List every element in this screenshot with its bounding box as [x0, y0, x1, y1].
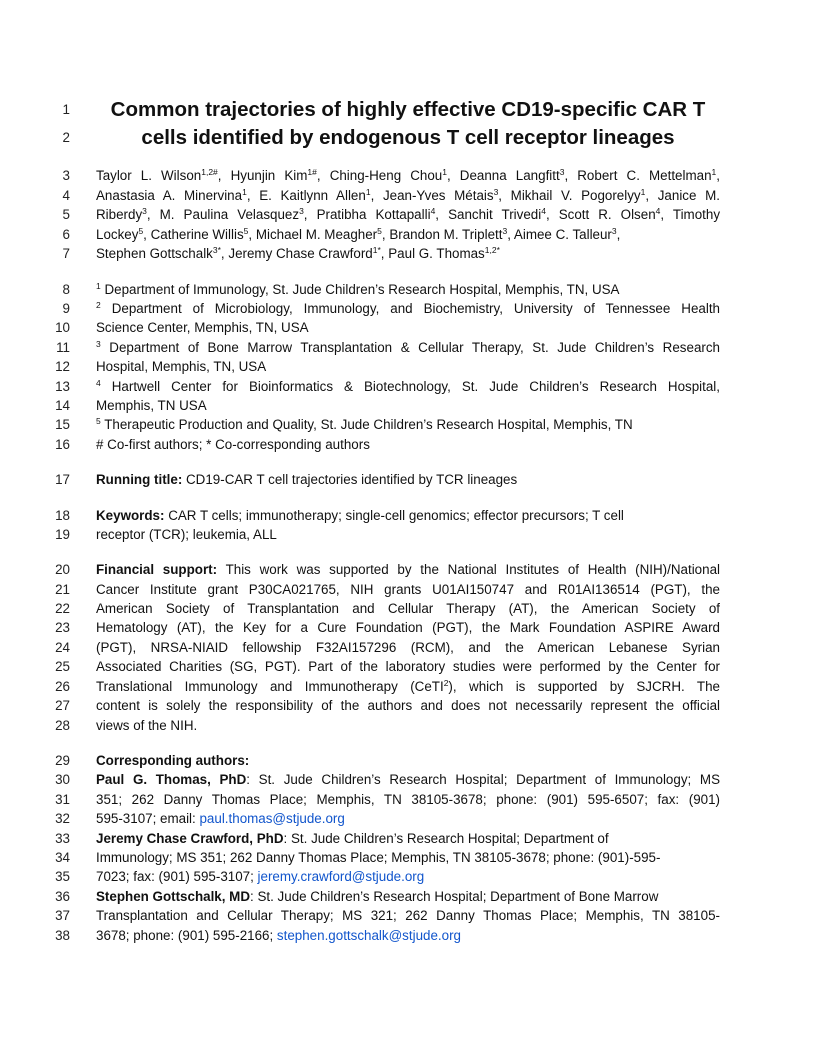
title-line-2: [0, 125, 816, 151]
financial-line-20: 20 Financial support: This work was supported by the National Institutes of Health (NIH)/National: [55, 562, 720, 577]
author-name: Michael M. Meagher: [255, 227, 378, 242]
keywords-label: Keywords:: [96, 508, 165, 523]
email-link-thomas[interactable]: paul.thomas@stjude.org: [199, 811, 345, 826]
author-name: Jean-Yves Métais: [382, 188, 494, 203]
title-text: cells identified by endogenous T cell receptor lineages: [141, 126, 675, 149]
corresponding-heading: 29 Corresponding authors:: [55, 753, 250, 768]
author-name: Aimee C. Talleur: [513, 227, 612, 242]
author-name: Taylor L. Wilson: [96, 168, 202, 183]
corresponding-line-31: 31 351; 262 Danny Thomas Place; Memphis, TN 38105-3678; phone: (901) 595-6507; fax: (901): [55, 792, 720, 807]
author-name: E. Kaitlynn Allen: [259, 188, 366, 203]
corresponding-name: Jeremy Chase Crawford, PhD: [96, 831, 284, 846]
affiliation-line-13: 13 $^4$ Hartwell Center for Bioinformatics & Biotechnology, St. Jude Children’s Research Hospital,: [55, 378, 720, 394]
corresponding-line-37: 37 Transplantation and Cellular Therapy; MS 321; 262 Danny Thomas Place; Memphis, TN 38105-: [55, 908, 720, 923]
co-author-footnote: # Co-first authors; * Co-corresponding authors: [96, 437, 370, 452]
author-name: Brandon M. Triplett: [389, 227, 503, 242]
affiliation-text: Department of Immunology, St. Jude Children’s Research Hospital, Memphis, TN, USA: [104, 282, 620, 297]
corresponding-line-35: 35 7023; fax: (901) 595-3107; jeremy.crawford@stjude.org: [55, 869, 425, 884]
financial-support-label: Financial support:: [96, 562, 218, 577]
financial-line-22: 22 American Society of Transplantation and Cellular Therapy (AT), the American Society of: [55, 601, 720, 616]
affiliation-line-14: 14 Memphis, TN USA: [55, 398, 207, 413]
corresponding-name: Stephen Gottschalk, MD: [96, 889, 251, 904]
affiliation-line-8: 8 $^1$ Department of Immunology, St. Jude Children’s Research Hospital, Memphis, TN, USA: [62, 281, 620, 297]
title-text: Common trajectories of highly effective CD19-specific CAR T: [110, 98, 706, 121]
line-number: 1: [62, 102, 70, 117]
financial-line-25: 25 Associated Charities (SG, PGT). Part of the laboratory studies were performed by the Center for: [55, 659, 720, 674]
author-name: Robert C. Mettelman: [577, 168, 712, 183]
author-name: Ching-Heng Chou: [329, 168, 443, 183]
affiliation-line-9: 9 $^2$ Department of Microbiology, Immunology, and Biochemistry, University of Tennessee Health: [62, 300, 720, 316]
running-title-text: CD19-CAR T cell trajectories identified by TCR lineages: [186, 472, 518, 487]
author-name: Paul G. Thomas: [388, 246, 485, 261]
financial-line-27: 27 content is solely the responsibility of the authors and does not necessarily represent the official: [55, 698, 720, 713]
affiliation-line-15: 15 $^5$ Therapeutic Production and Quality, St. Jude Children’s Research Hospital, Memphis, TN: [55, 416, 633, 432]
author-name: Mikhail V. Pogorelyy: [510, 188, 641, 203]
corresponding-line-33: 33 Jeremy Chase Crawford, PhD: St. Jude Children’s Research Hospital; Department of: [55, 831, 609, 846]
financial-line-23: 23 Hematology (AT), the Key for a Cure Foundation (PGT), the Mark Foundation ASPIRE Award: [55, 620, 720, 635]
affiliation-line-11: 11 $^3$ Department of Bone Marrow Transplantation & Cellular Therapy, St. Jude Children’s Research: [56, 339, 720, 355]
financial-line-28: 28 views of the NIH.: [55, 718, 198, 733]
affiliation-line-12: 12 Hospital, Memphis, TN, USA: [55, 359, 267, 374]
affiliation-text: Therapeutic Production and Quality, St. Jude Children’s Research Hospital, Memphis, TN: [104, 417, 633, 432]
email-link-crawford[interactable]: jeremy.crawford@stjude.org: [257, 869, 425, 884]
author-name: Pratibha Kottapalli: [316, 207, 431, 222]
authors-line-4: 4 Anastasia A. Minervina$^1$, E. Kaitlynn Allen$^1$, Jean-Yves Métais$^3$, Mikhail V. Pogorelyy$^1$, Janice M.: [62, 187, 720, 203]
author-name: Anastasia A. Minervina: [96, 188, 243, 203]
author-name: M. Paulina Velasquez: [159, 207, 300, 222]
corresponding-name: Paul G. Thomas, PhD: [96, 772, 247, 787]
running-title-label: Running title:: [96, 472, 183, 487]
author-name: Deanna Langfitt: [459, 168, 560, 183]
author-name: Stephen Gottschalk: [96, 246, 213, 261]
financial-line-26: 26 Translational Immunology and Immunotherapy (CeTI$^2$), which is supported by SJCRH. The: [55, 678, 720, 694]
title-line-1: [0, 97, 816, 123]
corresponding-line-30: 30 Paul G. Thomas, PhD: St. Jude Children’s Research Hospital; Department of Immunology; MS: [55, 772, 720, 787]
author-name: Catherine Willis: [150, 227, 244, 242]
email-link-gottschalk[interactable]: stephen.gottschalk@stjude.org: [276, 928, 461, 943]
keywords-line-19: 19 receptor (TCR); leukemia, ALL: [55, 527, 277, 542]
author-name: Jeremy Chase Crawford: [228, 246, 373, 261]
corresponding-line-34: 34 Immunology; MS 351; 262 Danny Thomas Place; Memphis, TN 38105-3678; phone: (901)-595-: [55, 850, 661, 865]
affiliation-line-10: 10 Science Center, Memphis, TN, USA: [55, 320, 309, 335]
author-name: Hyunjin Kim: [230, 168, 308, 183]
corresponding-line-38: 38 3678; phone: (901) 595-2166; stephen.gottschalk@stjude.org: [55, 928, 461, 943]
author-name: Scott R. Olsen: [558, 207, 656, 222]
keywords-line-18: 18 Keywords: CAR T cells; immunotherapy; single-cell genomics; effector precursors; T cell: [55, 508, 624, 523]
authors-line-3: 3 Taylor L. Wilson$^{1,2\#}$, Hyunjin Kim$^{1\#}$, Ching-Heng Chou$^1$, Deanna Langfitt$^3$, Robert C. Mettelman$^1$,: [62, 167, 720, 183]
financial-line-21: 21 Cancer Institute grant P30CA021765, NIH grants U01AI150747 and R01AI136514 (PGT), the: [55, 582, 720, 597]
authors-line-5: 5 Riberdy$^3$, M. Paulina Velasquez$^3$, Pratibha Kottapalli$^4$, Sanchit Trivedi$^4$, Scott R. Olsen$^4$, Timothy: [62, 206, 721, 222]
corresponding-line-32: 32 595-3107; email: paul.thomas@stjude.org: [55, 811, 345, 826]
running-title: 17 Running title: CD19-CAR T cell trajectories identified by TCR lineages: [55, 472, 518, 487]
line-number: 2: [62, 130, 70, 145]
authors-line-6: 6 Lockey$^5$, Catherine Willis$^5$, Michael M. Meagher$^5$, Brandon M. Triplett$^3$, Aimee C. Talleur$^3$,: [62, 226, 621, 242]
author-name: Sanchit Trivedi: [448, 207, 542, 222]
financial-line-24: 24 (PGT), NRSA-NIAID fellowship F32AI157296 (RCM), and the American Lebanese Syrian: [55, 640, 720, 655]
footnote-line-16: 16 # Co-first authors; * Co-corresponding authors: [0, 435, 816, 455]
authors-line-7: 7 Stephen Gottschalk$^{3*}$, Jeremy Chase Crawford$^{1*}$, Paul G. Thomas$^{1,2*}$: [62, 245, 500, 261]
corresponding-line-36: 36 Stephen Gottschalk, MD: St. Jude Children’s Research Hospital; Department of Bone Marrow: [55, 889, 659, 904]
